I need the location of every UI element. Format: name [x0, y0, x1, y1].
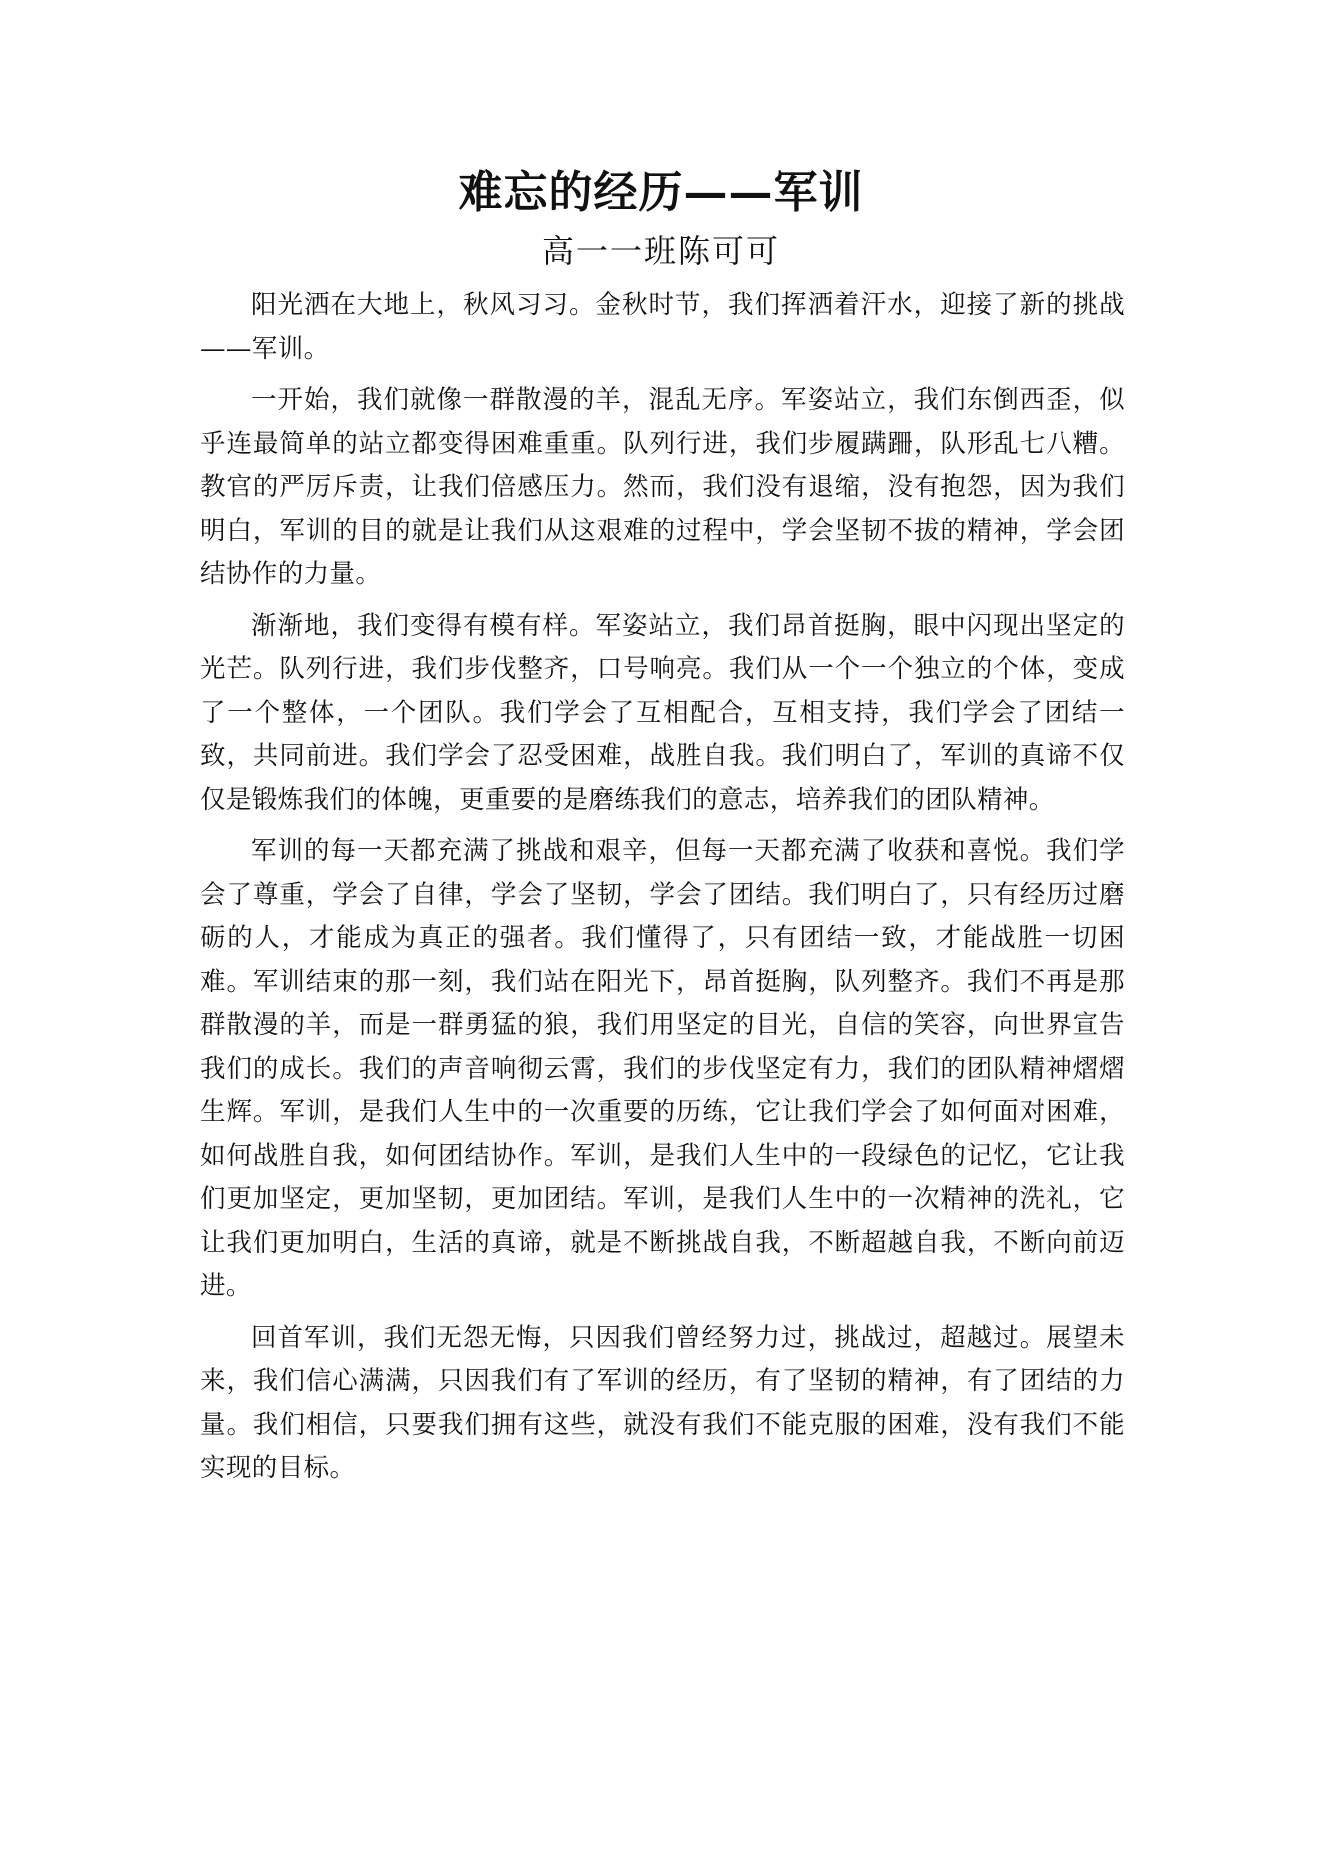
paragraph-beginning: 一开始，我们就像一群散漫的羊，混乱无序。军姿站立，我们东倒西歪，似乎连最简单的站立都变得困难重重。队列行进，我们步履蹒跚，队形乱七八糟。教官的严厉斥责，让我们倍感压力。然而，我们没有退缩，没有抱怨，因为我们明白，军训的目的就是让我们从这艰难的过程中，学会坚韧不拔的精神，学会团结协作的力量。: [200, 385, 1125, 589]
document-body: [200, 284, 1125, 1491]
author-line: 高一一班陈可可: [541, 232, 780, 270]
paragraph-reflection: 军训的每一天都充满了挑战和艰辛，但每一天都充满了收获和喜悦。我们学会了尊重，学会了自律，学会了坚韧，学会了团结。我们明白了，只有经历过磨砺的人，才能成为真正的强者。我们懂得了，只有团结一致，才能战胜一切困难。军训结束的那一刻，我们站在阳光下，昂首挺胸，队列整齐。我们不再是那群散漫的羊，而是一群勇猛的狼，我们用坚定的目光，自信的笑容，向世界宣告我们的成长。我们的声音响彻云霄，我们的步伐坚定有力，我们的团队精神熠熠生辉。军训，是我们人生中的一次重要的历练，它让我们学会了如何面对困难，如何战胜自我，如何团结协作。军训，是我们人生中的一段绿色的记忆，它让我们更加坚定，更加坚韧，更加团结。军训，是我们人生中的一次精神的洗礼，它让我们更加明白，生活的真谛，就是不断挑战自我，不断超越自我，不断向前迈进。: [200, 836, 1125, 1301]
paragraph-intro: 阳光洒在大地上，秋风习习。金秋时节，我们挥洒着汗水，迎接了新的挑战——军训。: [200, 290, 1125, 364]
paragraph-conclusion: 回首军训，我们无怨无悔，只因我们曾经努力过，挑战过，超越过。展望未来，我们信心满满，只因我们有了军训的经历，有了坚韧的精神，有了团结的力量。我们相信，只要我们拥有这些，就没有我们不能克服的困难，没有我们不能实现的目标。: [200, 1322, 1125, 1483]
paragraph-progress: 渐渐地，我们变得有模有样。军姿站立，我们昂首挺胸，眼中闪现出坚定的光芒。队列行进，我们步伐整齐，口号响亮。我们从一个一个独立的个体，变成了一个整体，一个团队。我们学会了互相配合，互相支持，我们学会了团结一致，共同前进。我们学会了忍受困难，战胜自我。我们明白了，军训的真谛不仅仅是锻炼我们的体魄，更重要的是磨练我们的意志，培养我们的团队精神。: [200, 610, 1125, 815]
document-title: 难忘的经历——军训: [458, 167, 864, 218]
